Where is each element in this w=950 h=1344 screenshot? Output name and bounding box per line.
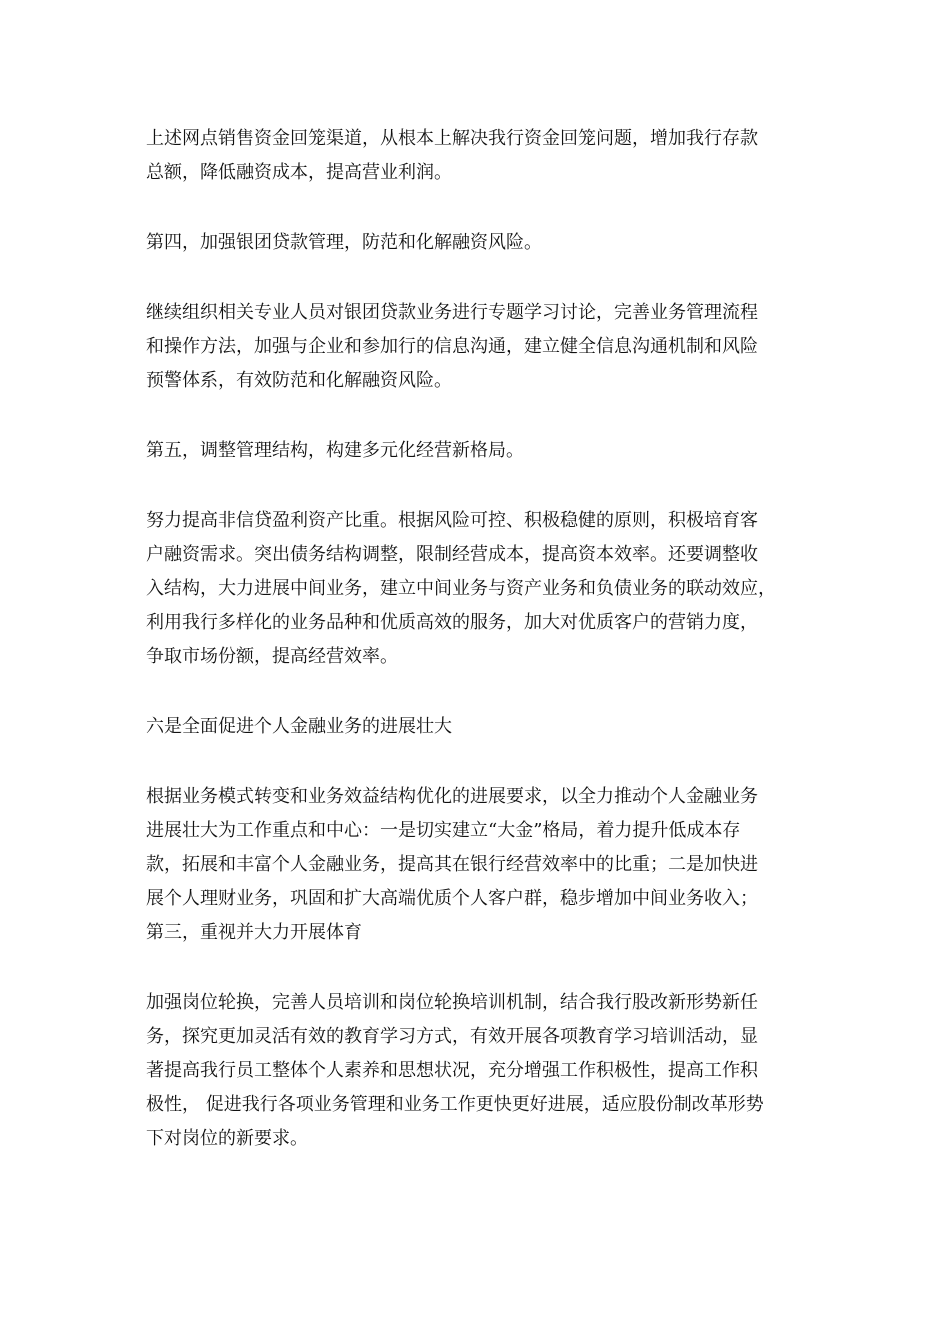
text-line: 根据业务模式转变和业务效益结构优化的进展要求，以全力推动个人金融业务: [146, 786, 758, 807]
text-line: 和操作方法，加强与企业和参加行的信息沟通，建立健全信息沟通机制和风险: [146, 336, 758, 357]
paragraph: [146, 710, 810, 744]
text-line: 预警体系，有效防范和化解融资风险。: [146, 370, 452, 391]
text-line: 加强岗位轮换，完善人员培训和岗位轮换培训机制，结合我行股改新形势新任: [146, 992, 758, 1013]
text-line: 极性， 促进我行各项业务管理和业务工作更快更好进展，适应股份制改革形势: [146, 1094, 764, 1115]
text-line: 努力提高非信贷盈利资产比重。根据风险可控、积极稳健的原则，积极培育客: [146, 510, 758, 531]
text-line: 第三，重视并大力开展体育: [146, 922, 362, 943]
text-line: 利用我行多样化的业务品种和优质高效的服务，加大对优质客户的营销力度，: [146, 612, 758, 633]
paragraph: [146, 122, 810, 190]
text-line: 款，拓展和丰富个人金融业务，提高其在银行经营效率中的比重；二是加快进: [146, 854, 758, 875]
text-line: 争取市场份额，提高经营效率。: [146, 646, 398, 667]
text-line: 总额，降低融资成本，提高营业利润。: [146, 162, 452, 183]
paragraph: [146, 504, 810, 674]
text-line: 进展壮大为工作重点和中心：一是切实建立“大金”格局，着力提升低成本存: [146, 820, 741, 841]
paragraph: [146, 986, 810, 1156]
text-line: 著提高我行员工整体个人素养和思想状况，充分增强工作积极性，提高工作积: [146, 1060, 758, 1081]
paragraph: [146, 434, 810, 468]
text-line: 务，探究更加灵活有效的教育学习方式，有效开展各项教育学习培训活动，显: [146, 1026, 758, 1047]
text-line: 第五，调整管理结构，构建多元化经营新格局。: [146, 440, 524, 461]
text-line: 继续组织相关专业人员对银团贷款业务进行专题学习讨论，完善业务管理流程: [146, 302, 758, 323]
text-line: 第四，加强银团贷款管理，防范和化解融资风险。: [146, 232, 542, 253]
paragraph: [146, 226, 810, 260]
text-line: 下对岗位的新要求。: [146, 1128, 308, 1149]
text-line: 户融资需求。突出债务结构调整，限制经营成本，提高资本效率。还要调整收: [146, 544, 758, 565]
paragraph: [146, 296, 810, 398]
paragraph: [146, 780, 810, 950]
text-line: 六是全面促进个人金融业务的进展壮大: [146, 716, 452, 737]
text-line: 展个人理财业务，巩固和扩大高端优质个人客户群，稳步增加中间业务收入；: [146, 888, 758, 909]
text-line: 入结构，大力进展中间业务，建立中间业务与资产业务和负债业务的联动效应，: [146, 578, 776, 599]
document-body: [146, 122, 810, 1192]
text-line: 上述网点销售资金回笼渠道，从根本上解决我行资金回笼问题，增加我行存款: [146, 128, 758, 149]
